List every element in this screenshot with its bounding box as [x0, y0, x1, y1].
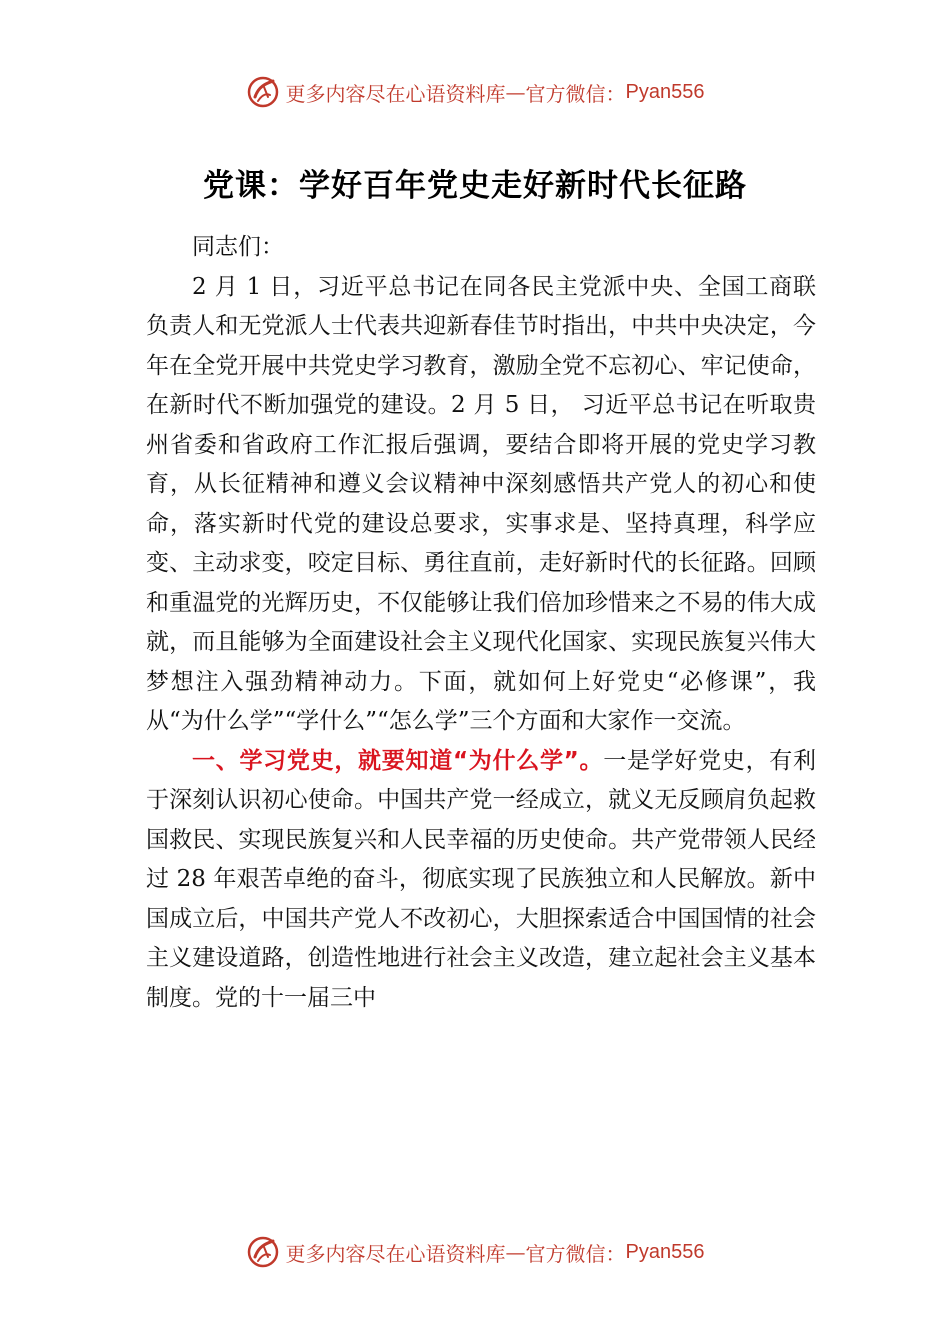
greeting: 同志们： [192, 234, 284, 260]
footer-banner [0, 1232, 950, 1272]
header-banner [0, 72, 950, 112]
section1-text: 一是学好党史，有利于深刻认识初心使命。中国共产党一经成立，就义无反顾肩负起救国救民、实现民族复兴和人民幸福的历史使命。共产党带领人民经过 28 年艰苦卓绝的奋斗，彻底实现了民族独立和人民解放。新中国成立后，中国共产党人不改初心，大胆探索适合中国国情的社会主义建设道路，创造性地进行社会主义改造，建立起社会主义基本制度。党的十一届三中 [146, 747, 817, 1011]
calligraphy-seal-icon [246, 1235, 280, 1269]
document-title: 党课：学好百年党史走好新时代长征路 [203, 168, 747, 204]
banner-wechat-label: 官方微信： [525, 1241, 626, 1266]
banner-wechat-id: Pyan556 [625, 1240, 705, 1263]
banner-text: 更多内容尽在心语资料库 [285, 1241, 506, 1266]
document-body [146, 228, 816, 1018]
section1-heading: 一、学习党史，就要知道“为什么学”。 [192, 747, 604, 774]
banner-text: 更多内容尽在心语资料库 [285, 81, 506, 106]
calligraphy-seal-icon [246, 75, 280, 109]
paragraph-section1 [146, 742, 816, 1019]
banner-wechat-id: Pyan556 [625, 80, 705, 103]
banner-separator: — [505, 80, 526, 104]
banner-wechat-label: 官方微信： [525, 81, 626, 106]
paragraph-intro: 2 月 1 日，习近平总书记在同各民主党派中央、全国工商联负责人和无党派人士代表共迎新春佳节时指出，中共中央决定，今年在全党开展中共党史学习教育，激励全党不忘初心、牢记使命，在新时代不断加强党的建设。2 月 5 日， 习近平总书记在听取贵州省委和省政府工作汇报后强调，要结合即将开展的党史学习教育，从长征精神和遵义会议精神中深刻感悟共产党人的初心和使命，落实新时代党的建设总要求，实事求是、坚持真理，科学应变、主动求变，咬定目标、勇往直前，走好新时代的长征路。回顾和重温党的光辉历史，不仅能够让我们倍加珍惜来之不易的伟大成就，而且能够为全面建设社会主义现代化国家、实现民族复兴伟大梦想注入强劲精神动力。下面，就如何上好党史“必修课”，我从“为什么学”“学什么”“怎么学”三个方面和大家作一交流。 [146, 273, 816, 734]
banner-separator: — [505, 1240, 526, 1264]
